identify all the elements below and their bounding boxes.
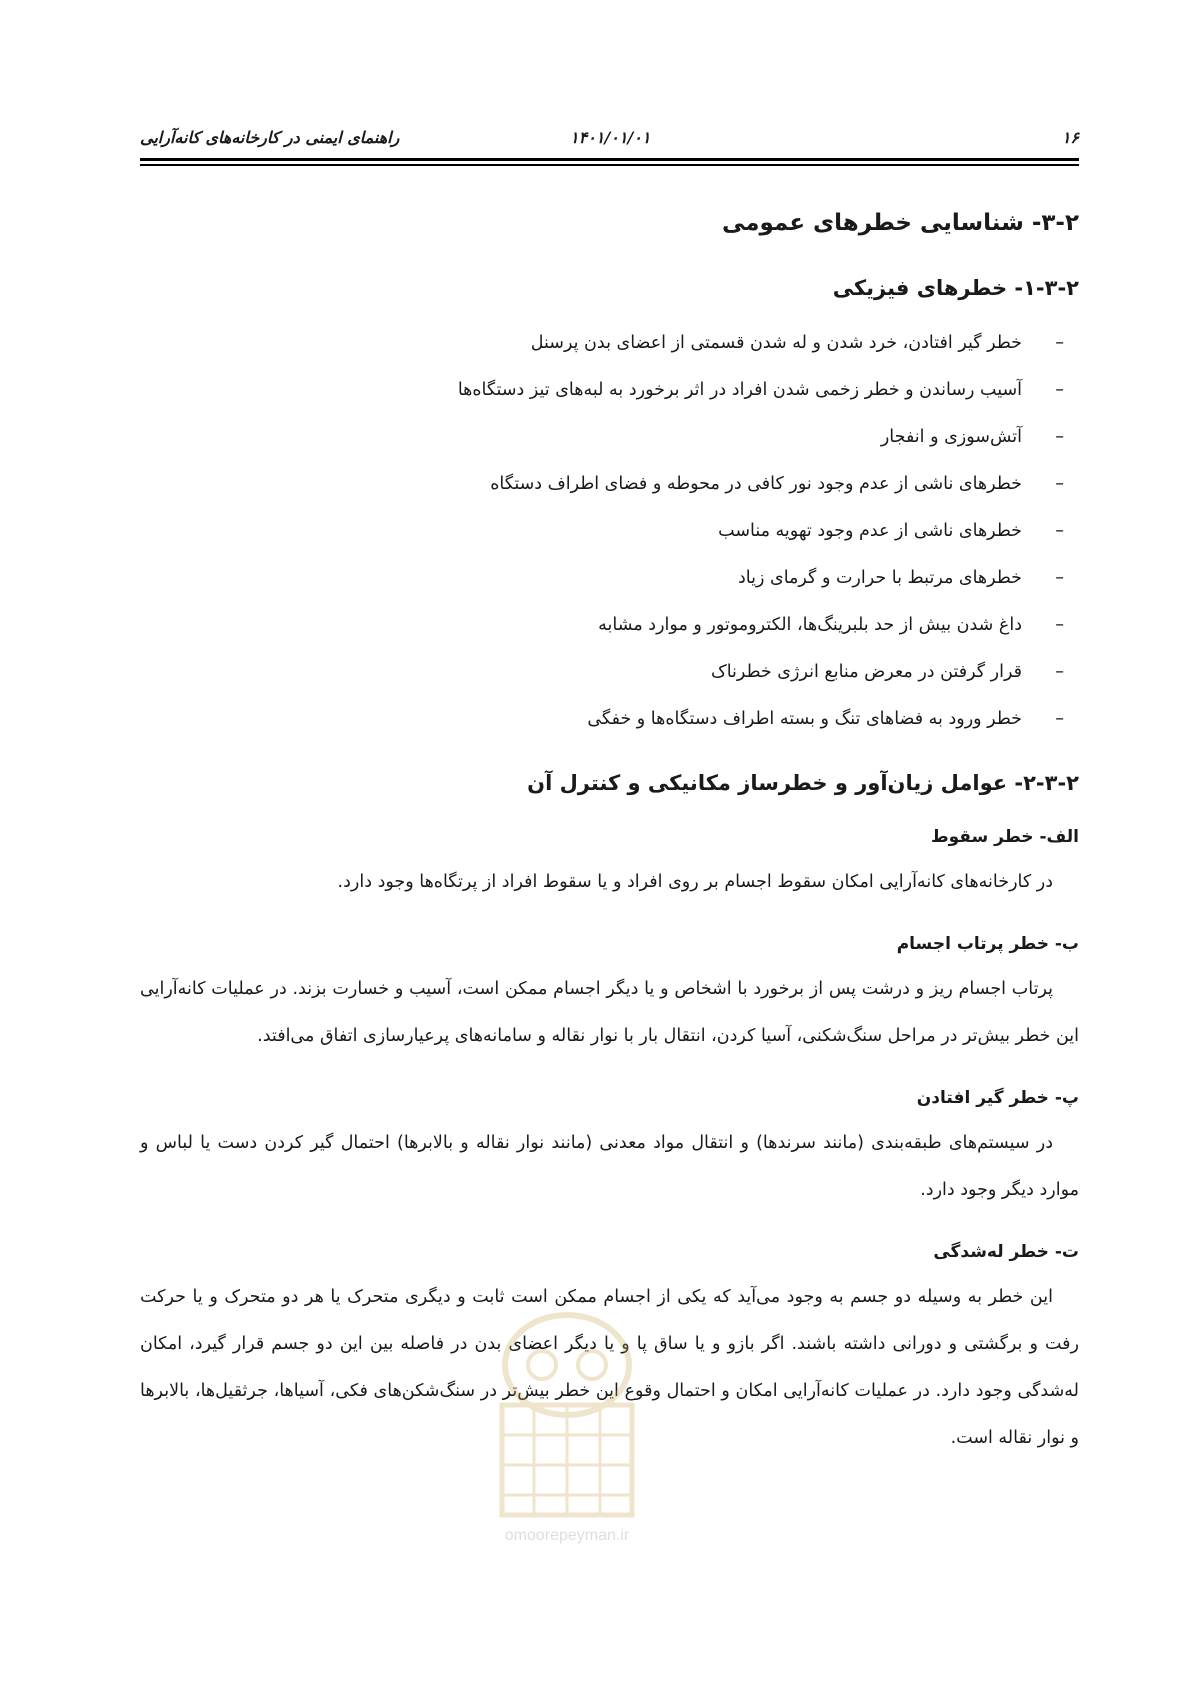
part-text-crushing: این خطر به وسیله دو جسم به وجود می‌آید که یکی از اجسام ممکن است ثابت و دیگری متحرک یا هر دو متحرک و یا حرکت رفت و برگشتی و دورانی داشته باشند. اگر بازو و یا ساق پا و یا دیگر اعضای بدن در فاصله بین این دو جسم قرار گیرد، امکان له‌شدگی وجود دارد. در عملیات کانه‌آرایی امکان و احتمال وقوع این خطر بیش‌تر در سنگ‌شکن‌های فکی، آسیاها، جرثقیل‌ها، بالابرها و نوار نقاله است. [140,1287,1079,1448]
part-heading-fall: الف- خطر سقوط [930,827,1079,847]
part-heading-entrapment: پ- خطر گیر افتادن [916,1088,1079,1108]
header-rule-thin [140,164,1079,166]
header-date: ۱۴۰۱/۰۱/۰۱ [570,128,651,147]
page-header [140,128,1079,154]
list-item: – آسیب رساندن و خطر زخمی شدن افراد در اثر برخورد به لبه‌های تیز دستگاه‌ها [140,367,1064,414]
list-item: – داغ شدن بیش از حد بلبرینگ‌ها، الکتروموتور و موارد مشابه [140,602,1064,649]
physical-hazards-list [140,320,1079,743]
part-text-entrapment: در سیستم‌های طبقه‌بندی (مانند سرندها) و انتقال مواد معدنی (مانند نوار نقاله و بالابرها) احتمال گیر کردن دست یا لباس و موارد دیگر وجود دارد. [140,1133,1079,1200]
list-item: – آتش‌سوزی و انفجار [140,414,1064,461]
watermark-text: omoorepeyman.ir [504,1527,630,1544]
list-item: – خطرهای ناشی از عدم وجود نور کافی در محوطه و فضای اطراف دستگاه [140,461,1064,508]
list-item: – خطر ورود به فضاهای تنگ و بسته اطراف دستگاه‌ها و خفگی [140,696,1064,743]
subsection-title-mechanical: ۲-۳-۲- عوامل زیان‌آور و خطرساز مکانیکی و کنترل آن [527,771,1079,795]
list-item: – خطرهای مرتبط با حرارت و گرمای زیاد [140,555,1064,602]
header-title: راهنمای ایمنی در کارخانه‌های کانه‌آرایی [140,128,400,147]
page-content [140,210,1079,1490]
list-item: – خطرهای ناشی از عدم وجود تهویه مناسب [140,508,1064,555]
part-text-fall: در کارخانه‌های کانه‌آرایی امکان سقوط اجسام بر روی افراد و یا سقوط افراد از پرتگاه‌ها وجود دارد. [337,872,1053,892]
list-item: – قرار گرفتن در معرض منابع انرژی خطرناک [140,649,1064,696]
header-rule-thick [140,158,1079,161]
list-item: – خطر گیر افتادن، خرد شدن و له شدن قسمتی از اعضای بدن پرسنل [140,320,1064,367]
page-number: ۱۶ [1061,128,1079,147]
subsection-title-physical: ۱-۳-۲- خطرهای فیزیکی [832,276,1079,300]
part-heading-projectile: ب- خطر پرتاب اجسام [896,934,1079,954]
section-title: ۳-۲- شناسایی خطرهای عمومی [721,210,1079,236]
part-heading-crushing: ت- خطر له‌شدگی [933,1242,1079,1262]
part-text-projectile: پرتاب اجسام ریز و درشت پس از برخورد با اشخاص و یا دیگر اجسام ممکن است، آسیب و خسارت بزند. در عملیات کانه‌آرایی این خطر بیش‌تر در مراحل سنگ‌شکنی، آسیا کردن، انتقال بار با نوار نقاله و سامانه‌های پرعیارسازی اتفاق می‌افتد. [140,979,1079,1046]
